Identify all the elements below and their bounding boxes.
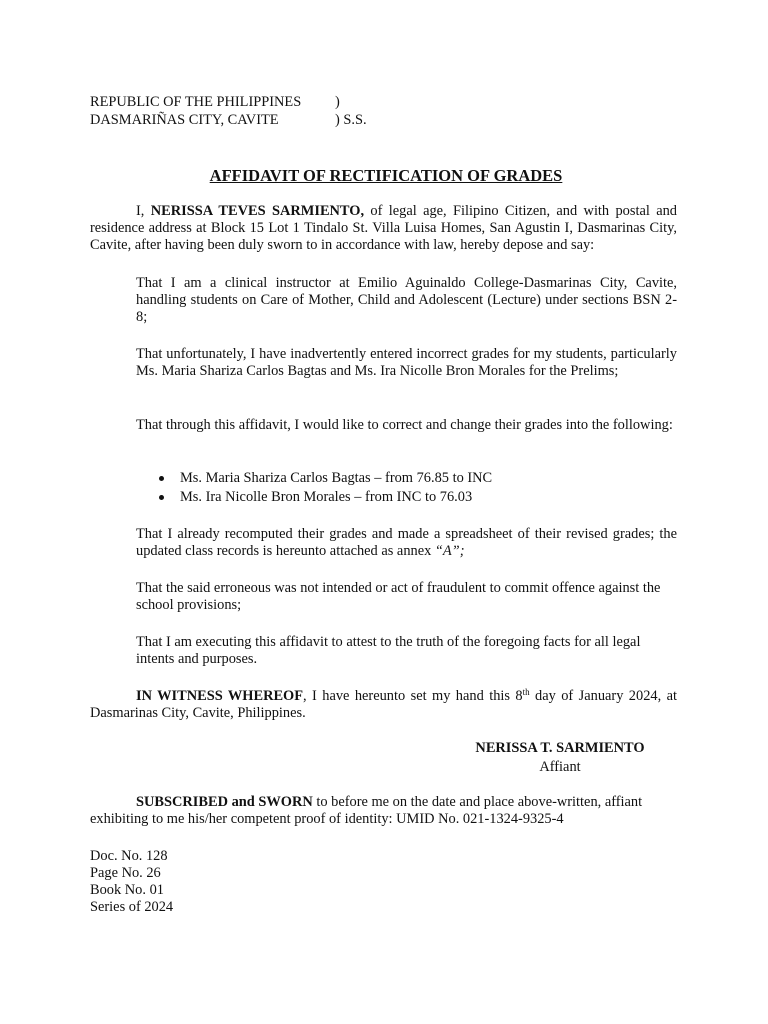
intro-paragraph xyxy=(90,203,677,254)
intro-prefix: I, xyxy=(136,203,151,219)
venue-line-1 xyxy=(90,94,410,111)
book-number: Book No. 01 xyxy=(90,882,164,898)
paragraph-instructor: That I am a clinical instructor at Emilio Aguinaldo College-Dasmarinas City, Cavite, handling students on Care of Mother, Child and Adolescent (Lecture) under sections BSN 2-8; xyxy=(136,275,677,325)
affiant-signature-name: NERISSA T. SARMIENTO xyxy=(475,740,645,756)
witness-lead: IN WITNESS WHEREOF xyxy=(136,688,304,704)
page-number: Page No. 26 xyxy=(90,865,161,881)
series-year: Series of 2024 xyxy=(90,899,174,915)
doc-number: Doc. No. 128 xyxy=(90,848,168,864)
paragraph-attest: That I am executing this affidavit to attest to the truth of the foregoing facts for all legal intents and purposes. xyxy=(136,634,641,667)
jurat-text: to before me on the date and place above-written, affiant exhibiting to me his/her competent proof of identity: UMID No. 021-1324-9325-4 xyxy=(90,794,643,827)
signature-block xyxy=(440,739,680,777)
affiant-label: Affiant xyxy=(539,759,581,775)
venue-country: REPUBLIC OF THE PHILIPPINES xyxy=(90,94,302,110)
paragraph-correction: That through this affidavit, I would like to correct and change their grades into the following: xyxy=(136,417,673,433)
list-item: Ms. Maria Shariza Carlos Bagtas – from 76.85 to INC xyxy=(158,469,658,488)
venue-line-2 xyxy=(90,112,410,129)
venue-city: DASMARIÑAS CITY, CAVITE xyxy=(90,112,279,128)
witness-ordinal: th xyxy=(522,687,530,697)
jurat-lead: SUBSCRIBED and SWORN xyxy=(136,794,313,810)
intro-text: of legal age, Filipino Citizen, and with postal and residence address at Block 15 Lot 1 Tindalo St. Villa Luisa Homes, San Agustin I, Dasmarinas City, Cavite, after having been duly sworn to in accordance with law, hereby depose and say: xyxy=(90,203,677,253)
witness-text-b: day of January 2024, at Dasmarinas City, Cavite, Philippines. xyxy=(90,688,677,721)
document-title: AFFIDAVIT OF RECTIFICATION OF GRADES xyxy=(209,166,563,185)
venue-ss: ) S.S. xyxy=(335,112,367,128)
recompute-text: That I already recomputed their grades and made a spreadsheet of their revised grades; the updated class records is hereunto attached as annex xyxy=(136,526,677,559)
paragraph-recompute xyxy=(136,526,677,560)
witness-text-a: , I have hereunto set my hand this 8 xyxy=(303,688,523,704)
affiant-full-name: NERISSA TEVES SARMIENTO, xyxy=(150,203,365,219)
notarial-details xyxy=(90,848,290,916)
grade-changes-list xyxy=(158,469,658,507)
annex-label: “A”; xyxy=(434,543,465,559)
list-item: Ms. Ira Nicolle Bron Morales – from INC to 76.03 xyxy=(158,488,658,507)
witness-paragraph xyxy=(90,688,677,722)
paragraph-erroneous: That the said erroneous was not intended or act of fraudulent to commit offence against the school provisions; xyxy=(136,580,661,613)
venue-bracket: ) xyxy=(335,94,340,110)
jurat-paragraph xyxy=(90,794,680,828)
paragraph-incorrect-grades: That unfortunately, I have inadvertently entered incorrect grades for my students, particularly Ms. Maria Shariza Carlos Bagtas and Ms. Ira Nicolle Bron Morales for the Prelims; xyxy=(136,346,677,379)
